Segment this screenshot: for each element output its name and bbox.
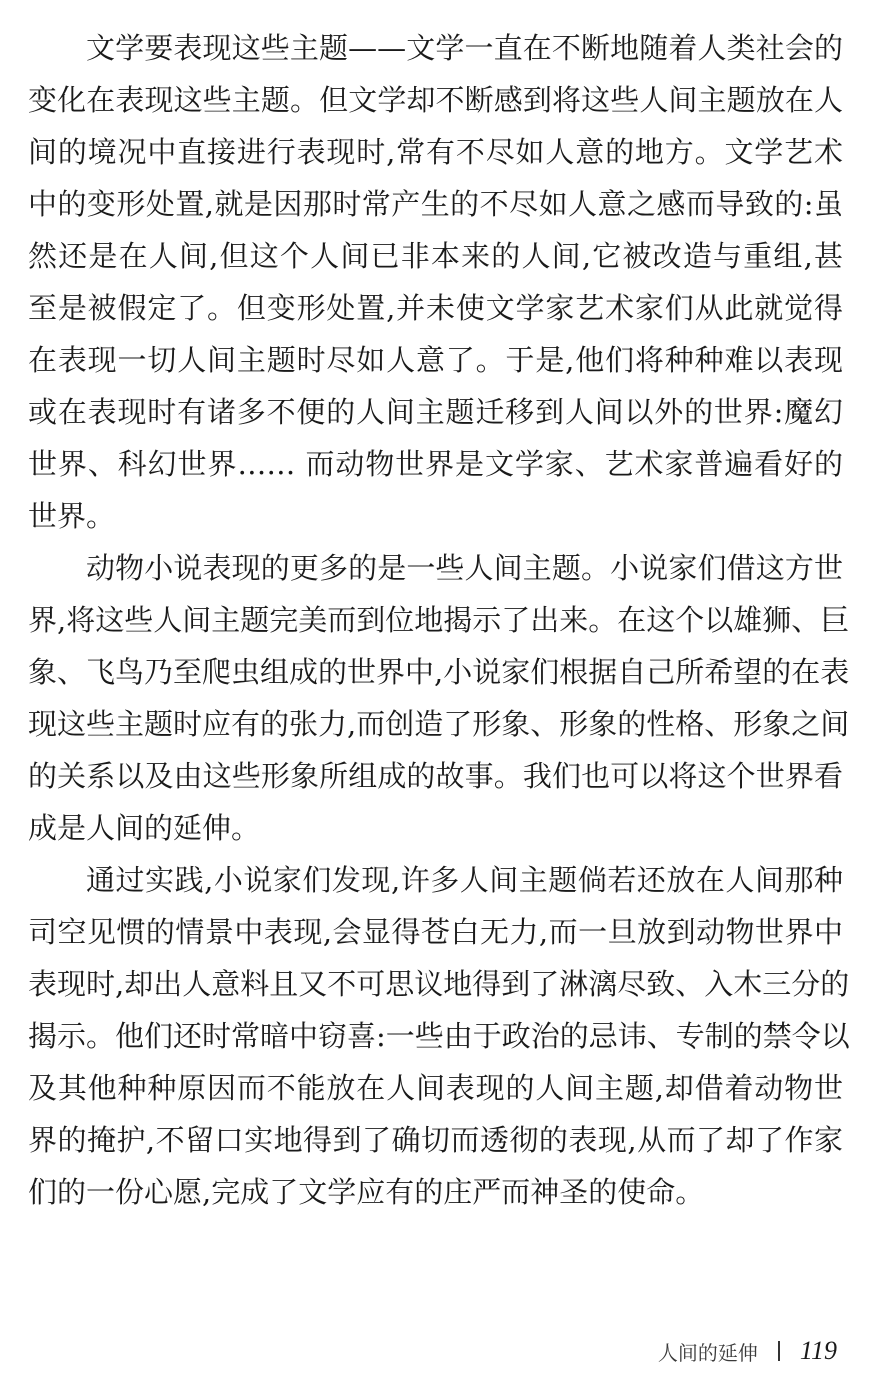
- text-line: 在表现一切人间主题时尽如人意了。于是,他们将种种难以表现: [28, 343, 843, 377]
- text-line: 的关系以及由这些形象所组成的故事。我们也可以将这个世界看: [28, 759, 843, 793]
- text-line: 及其他种种原因而不能放在人间表现的人间主题,却借着动物世: [28, 1071, 843, 1105]
- paragraph-3: [28, 854, 850, 1218]
- running-title: 人间的延伸: [657, 1340, 758, 1365]
- text-line: 中的变形处置,就是因那时常产生的不尽如人意之感而导致的:虽: [28, 187, 843, 221]
- paragraph-2: [28, 542, 850, 854]
- page-footer: [658, 1334, 837, 1368]
- text-line: 或在表现时有诸多不便的人间主题迁移到人间以外的世界:魔幻: [28, 395, 843, 429]
- text-line: 司空见惯的情景中表现,会显得苍白无力,而一旦放到动物世界中: [28, 915, 843, 949]
- text-line: 世界、科幻世界…… 而动物世界是文学家、艺术家普遍看好的: [28, 447, 843, 481]
- text-line: 至是被假定了。但变形处置,并未使文学家艺术家们从此就觉得: [28, 291, 843, 325]
- text-line: 变化在表现这些主题。但文学却不断感到将这些人间主题放在人: [28, 83, 843, 117]
- text-line: 界,将这些人间主题完美而到位地揭示了出来。在这个以雄狮、巨: [28, 603, 850, 637]
- text-line: 动物小说表现的更多的是一些人间主题。小说家们借这方世: [86, 551, 843, 585]
- text-line: 间的境况中直接进行表现时,常有不尽如人意的地方。文学艺术: [28, 135, 843, 169]
- text-line: 揭示。他们还时常暗中窃喜:一些由于政治的忌讳、专制的禁令以: [28, 1019, 850, 1053]
- text-line: 世界。: [28, 499, 116, 533]
- text-line: 成是人间的延伸。: [28, 811, 261, 845]
- text-line: 们的一份心愿,完成了文学应有的庄严而神圣的使命。: [28, 1175, 705, 1209]
- body-text: [28, 22, 850, 1218]
- footer-divider: [778, 1341, 780, 1361]
- text-line: 现这些主题时应有的张力,而创造了形象、形象的性格、形象之间: [28, 707, 850, 741]
- text-line: 象、飞鸟乃至爬虫组成的世界中,小说家们根据自己所希望的在表: [28, 655, 850, 689]
- page-number: 119: [799, 1336, 837, 1365]
- paragraph-1: [28, 22, 843, 542]
- text-line: 表现时,却出人意料且又不可思议地得到了淋漓尽致、入木三分的: [28, 967, 850, 1001]
- text-line: 文学要表现这些主题——文学一直在不断地随着人类社会的: [86, 31, 843, 65]
- text-line: 然还是在人间,但这个人间已非本来的人间,它被改造与重组,甚: [28, 239, 843, 273]
- text-line: 通过实践,小说家们发现,许多人间主题倘若还放在人间那种: [86, 863, 843, 897]
- text-line: 界的掩护,不留口实地得到了确切而透彻的表现,从而了却了作家: [28, 1123, 843, 1157]
